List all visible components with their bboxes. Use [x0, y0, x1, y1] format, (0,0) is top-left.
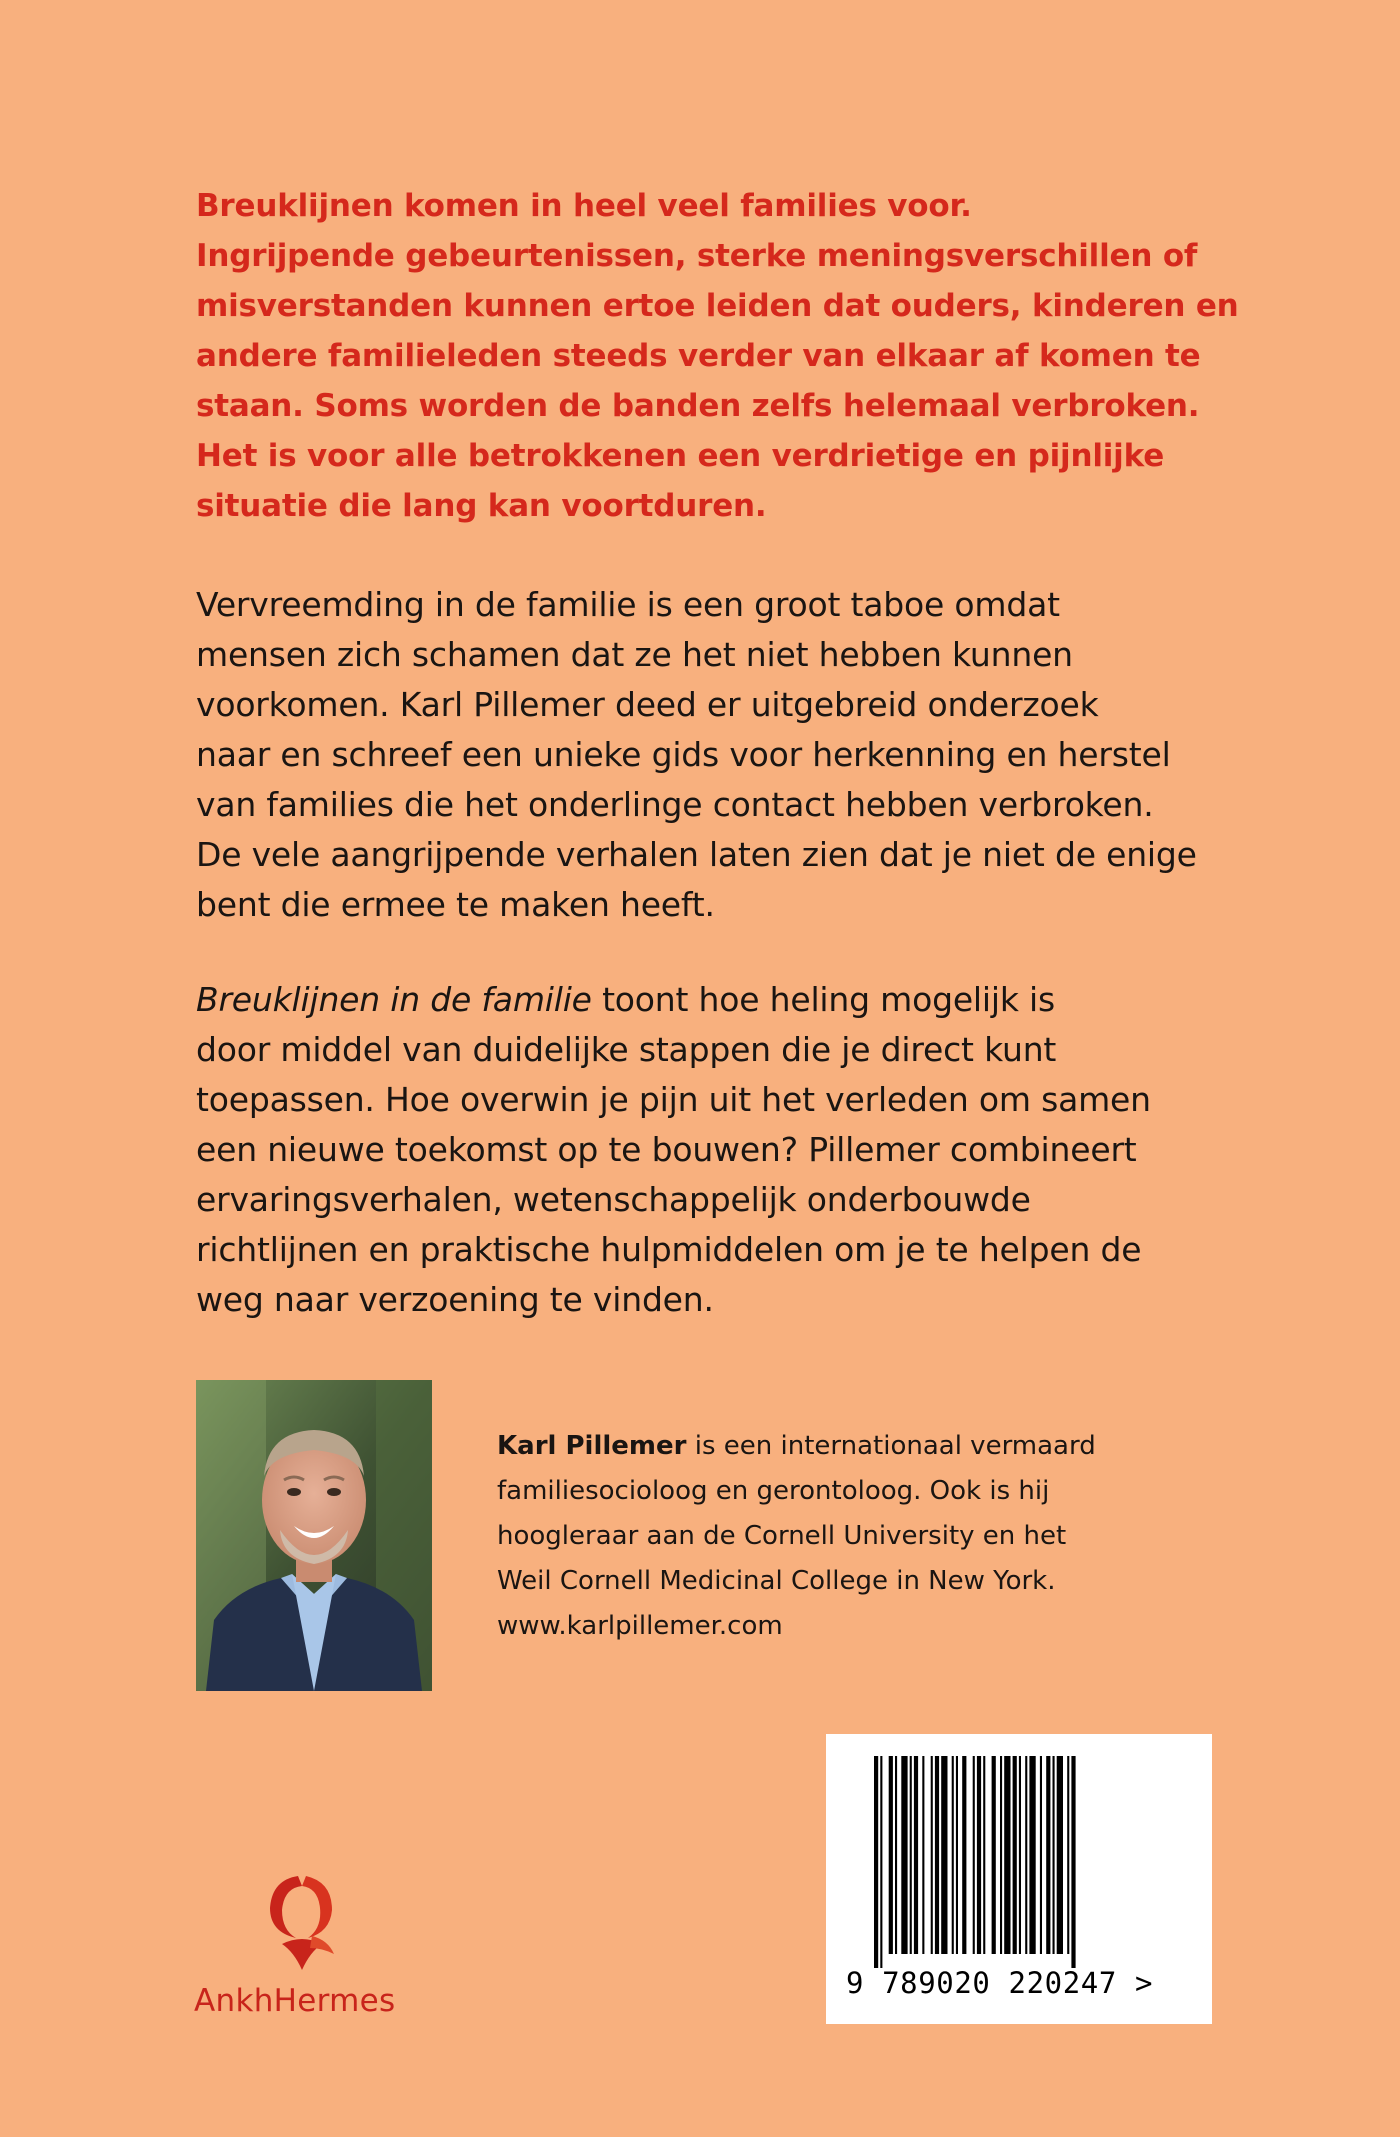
barcode-bar: [914, 1756, 918, 1954]
paragraph-line-rest: toont hoe heling mogelijk is: [591, 980, 1055, 1019]
barcode-bar: [874, 1756, 878, 1968]
bio-line: familiesocioloog en gerontoloog. Ook is hij: [497, 1476, 1050, 1506]
author-website: www.karlpillemer.com: [497, 1611, 783, 1641]
bio-line: hoogleraar aan de Cornell University en het: [497, 1521, 1067, 1551]
intro-line: situatie die lang kan voortduren.: [196, 488, 767, 524]
author-photo: [196, 1380, 432, 1691]
paragraph-line: een nieuwe toekomst op te bouwen? Pillemer combineert: [196, 1130, 1137, 1169]
barcode-bar: [1046, 1756, 1050, 1954]
paragraph-line: toepassen. Hoe overwin je pijn uit het verleden om samen: [196, 1080, 1151, 1119]
publisher-name: AnkhHermes: [194, 1983, 396, 2019]
barcode-bar: [1019, 1756, 1021, 1954]
intro-line: misverstanden kunnen ertoe leiden dat ouders, kinderen en: [196, 288, 1239, 324]
barcode-bar: [935, 1756, 939, 1954]
barcode-bar: [992, 1756, 996, 1954]
paragraph-line: De vele aangrijpende verhalen laten zien dat je niet de enige: [196, 835, 1197, 874]
barcode-bar: [1000, 1756, 1002, 1954]
barcode-bar: [1029, 1756, 1035, 1954]
barcode-bar: [910, 1756, 912, 1954]
ankhhermes-logo-icon: [252, 1870, 352, 1980]
paragraph-first-line: [196, 975, 1236, 1025]
barcode-bar: [1025, 1756, 1027, 1954]
approach-paragraph: [196, 975, 1236, 1325]
intro-line: staan. Soms worden de banden zelfs helemaal verbroken.: [196, 388, 1200, 424]
barcode-bar: [941, 1756, 947, 1954]
paragraph-line: naar en schreef een unieke gids voor herkenning en herstel: [196, 735, 1171, 774]
barcode-bar: [1057, 1756, 1063, 1954]
barcode-bar: [1067, 1756, 1069, 1954]
paragraph-line: mensen zich schamen dat ze het niet hebben kunnen: [196, 635, 1073, 674]
barcode-bar: [1053, 1756, 1055, 1954]
paragraph-line: door middel van duidelijke stappen die je direct kunt: [196, 1030, 1057, 1069]
book-title-italic: Breuklijnen in de familie: [196, 980, 592, 1019]
barcode-bar: [983, 1756, 985, 1954]
barcode-bar: [956, 1756, 958, 1954]
barcode-bar: [973, 1756, 975, 1954]
bio-first-line: [497, 1424, 1117, 1469]
barcode-bar: [1013, 1756, 1017, 1954]
intro-text: [196, 181, 1239, 531]
isbn-barcode: [826, 1734, 1212, 2024]
barcode-bar: [1040, 1756, 1042, 1954]
barcode-bar: [901, 1756, 907, 1954]
bio-line-rest: is een internationaal vermaard: [686, 1431, 1096, 1461]
isbn-digits: 9 789020 220247 >: [846, 1966, 1154, 2000]
barcode-bar: [1071, 1756, 1075, 1968]
author-portrait-image: [196, 1380, 432, 1691]
barcode-bar: [977, 1756, 981, 1954]
barcode-bar: [952, 1756, 954, 1954]
intro-line: Breuklijnen komen in heel veel families voor.: [196, 188, 972, 224]
bio-line: Weil Cornell Medicinal College in New York.: [497, 1566, 1056, 1596]
barcode-bar: [880, 1756, 882, 1968]
intro-line: Ingrijpende gebeurtenissen, sterke meningsverschillen of: [196, 238, 1198, 274]
barcode-bar: [889, 1756, 893, 1954]
paragraph-line: ervaringsverhalen, wetenschappelijk onderbouwde: [196, 1180, 1031, 1219]
barcode-bar: [931, 1756, 933, 1954]
barcode-bar: [895, 1756, 897, 1954]
barcode-bar: [1004, 1756, 1010, 1954]
paragraph-line: voorkomen. Karl Pillemer deed er uitgebreid onderzoek: [196, 685, 1099, 724]
paragraph-line: richtlijnen en praktische hulpmiddelen om je te helpen de: [196, 1230, 1142, 1269]
description-paragraph: [196, 580, 1236, 930]
author-name: Karl Pillemer: [497, 1431, 687, 1461]
author-bio: [497, 1424, 1117, 1649]
publisher-logo: [194, 1870, 414, 2030]
paragraph-line: van families die het onderlinge contact hebben verbroken.: [196, 785, 1154, 824]
barcode-bar: [962, 1756, 966, 1954]
paragraph-line: weg naar verzoening te vinden.: [196, 1280, 714, 1319]
paragraph-line: bent die ermee te maken heeft.: [196, 885, 715, 924]
barcode-bar: [922, 1756, 924, 1954]
intro-line: Het is voor alle betrokkenen een verdrietige en pijnlijke: [196, 438, 1165, 474]
intro-line: andere familieleden steeds verder van elkaar af komen te: [196, 338, 1201, 374]
paragraph-line: Vervreemding in de familie is een groot taboe omdat: [196, 585, 1060, 624]
